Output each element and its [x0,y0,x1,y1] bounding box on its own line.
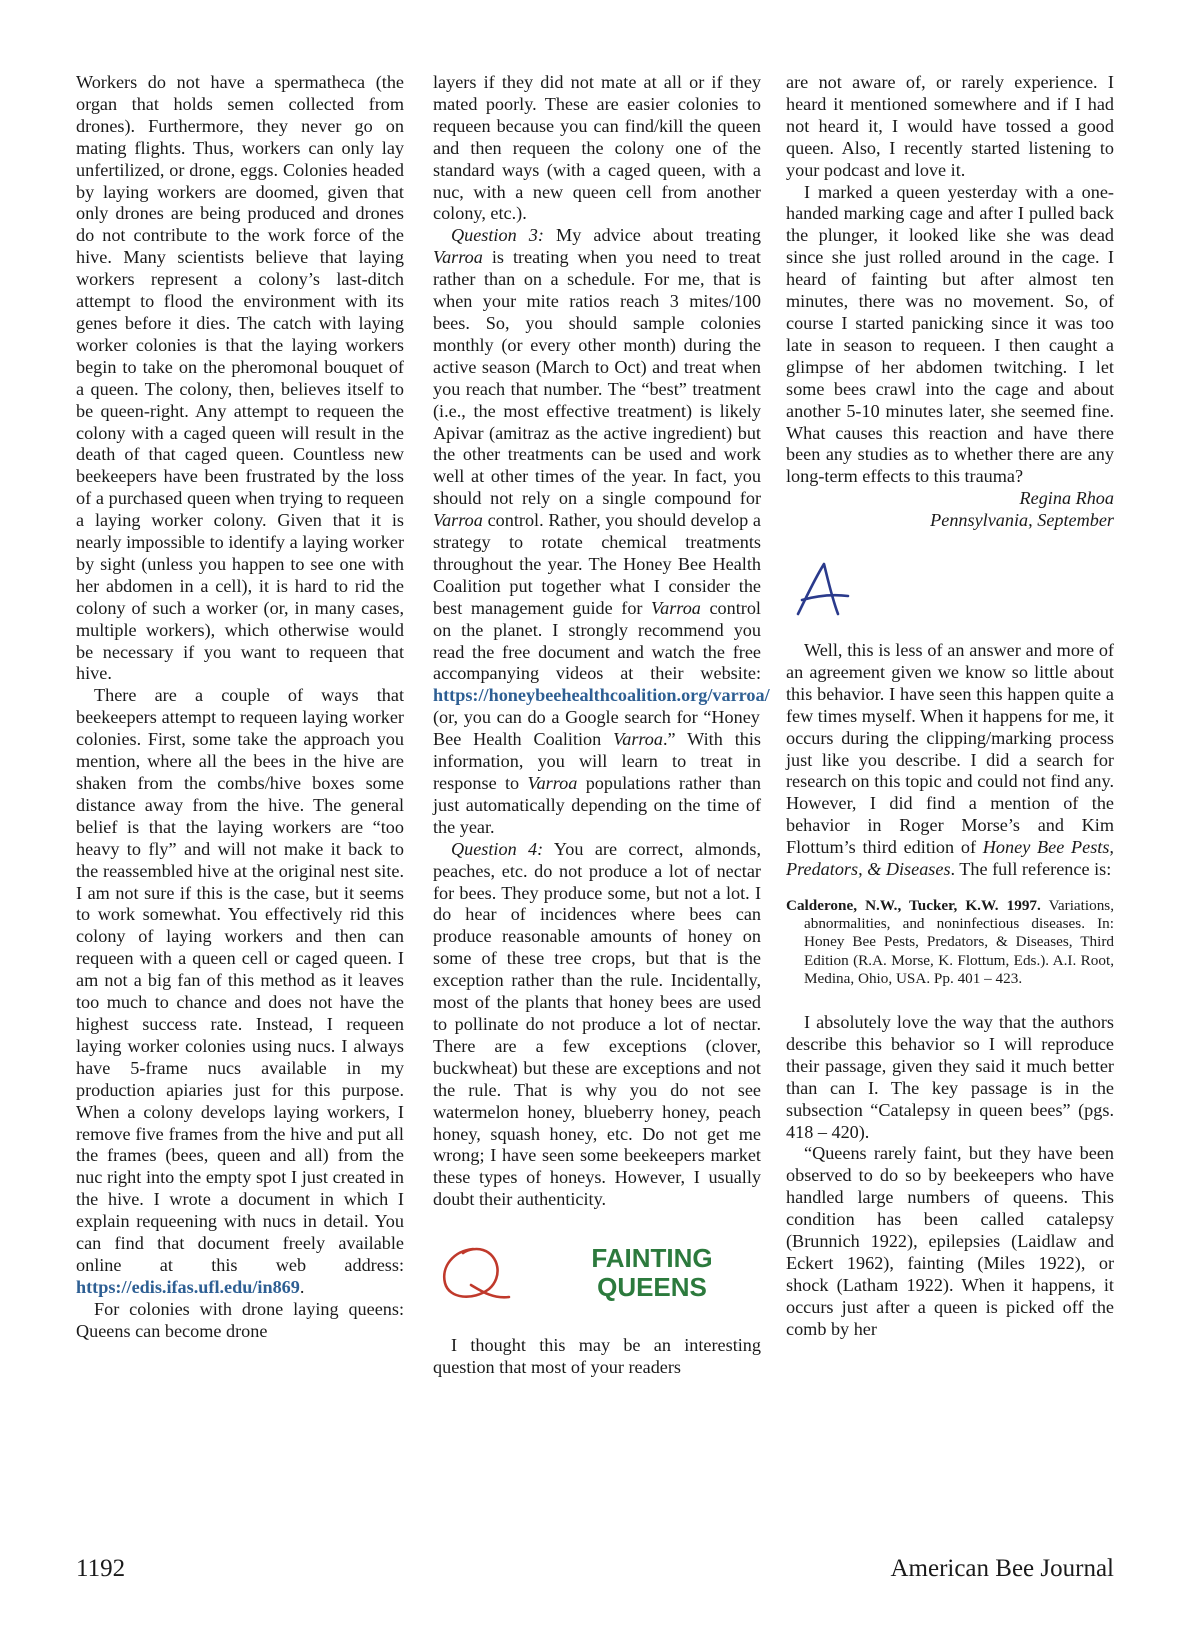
journal-title: American Bee Journal [890,1555,1114,1582]
hbhc-link[interactable]: https://honeybeehealthcoalition.org/varroa/ [433,685,770,706]
column-2 [433,72,770,1379]
paragraph: I absolutely love the way that the authors describe this behavior so I will reproduce their passage, given they said it much better than can I. The key passage is in the subsection “Catalepsy in queen bees” (pgs. 418 – 420). [786,1012,1114,1142]
paragraph-question-3: Question 3: My advice about treating Varroa is treating when you need to treat rather than on a schedule. For me, that is when your mite ratios reach 3 mites/100 bees. So, you should sample colonies monthly (or every other month) during the active season (March to Oct) and treat when you reach that number. The “best” treatment (i.e., the most effective treatment) is likely Apivar (amitraz as the active ingredient) but the other treatments can be used and work well at other times of the year. In fact, you should not rely on a single compound for Varroa control. Rather, you should develop a strategy to rotate chemical treatments throughout the year. The Honey Bee Health Coalition put together what I consider the best management guide for Varroa control on the planet. I strongly recommend you read the free document and watch the free accompanying videos at their website: https://honeybeehealthcoalition.org/varroa/ (or, you can do a Google search for “Honey Bee Health Coalition Varroa.” With this information, you will learn to treat in response to Varroa populations rather than just automatically depending on the time of the year. [433,225,770,837]
question-mark-icon [433,1241,543,1305]
paragraph: There are a couple of ways that beekeepers attempt to requeen laying worker colonies. First, some take the approach you mention, where all the bees in the hive are shaken from the combs/hive boxes some distance away from the hive. The general belief is that the laying workers are “too heavy to fly” and will not make it back to the reassembled hive at the original nest site. I am not sure if this is the case, but it seems to work somewhat. You effectively rid this colony of laying workers and then can requeen with a queen cell or caged queen. I am not a big fan of this method as it leaves too much to chance and does not have the highest success rate. Instead, I requeen laying worker colonies using nucs. I always have 5-frame nucs available in my production apiaries just for this purpose. When a colony develops laying workers, I remove five frames from the hive and put all the frames (bees, queen and all) from the nuc right into the empty spot I just created in the hive. I wrote a document in which I explain requeening with nucs in detail. You can find that document freely available online at this web address: https://edis.ifas.ufl.edu/in869. [76,685,404,1297]
signature: Regina Rhoa Pennsylvania, September [930,488,1114,531]
paragraph: layers if they did not mate at all or if they mated poorly. These are easier colonies to requeen because you can find/kill the queen and then requeen the colony one of the standard ways (with a caged queen, with a nuc, with a new queen cell from another colony, etc.). [433,72,761,224]
section-heading [433,1241,761,1305]
paragraph: I marked a queen yesterday with a one-handed marking cage and after I pulled back the plunger, it looked like she was dead since she just rolled around in the cage. I heard of fainting but after almost ten minutes, there was no movement. So, of course I started panicking since it was too late in season to requeen. I then caught a glimpse of her abdomen twitching. I let some bees crawl into the cage and about another 5-10 minutes later, she seemed fine. What causes this reaction and have there been any studies as to whether there are any long-term effects to this trauma? [786,181,1114,487]
paragraph: are not aware of, or rarely experience. I heard it mentioned somewhere and if I had not heard it, I would have tossed a good queen. Also, I recently started listening to your podcast and love it. [786,72,1114,180]
paragraph: For colonies with drone laying queens: Queens can become drone [76,1298,404,1341]
column-3 [786,72,1114,1341]
answer-mark-icon [792,560,862,620]
paragraph: I thought this may be an interesting question that most of your readers [433,1335,761,1378]
paragraph: Workers do not have a spermatheca (the organ that holds semen collected from drones). Furthermore, they never go on mating flights. Thus, workers can only lay unfertilized, or drone, eggs. Colonies headed by laying workers are doomed, given that only drones are being produced and drones do not contribute to the work force of the hive. Many scientists believe that laying workers represent a colony’s last-ditch attempt to flood the environment with its genes before it dies. The catch with laying worker colonies is that the laying workers begin to take on the pheromonal bouquet of a queen. The colony, then, believes itself to be queen-right. Any attempt to requeen the colony with a caged queen will result in the death of that caged queen. Countless new beekeepers have been frustrated by the loss of a purchased queen when trying to requeen a laying worker colony. Given that it is nearly impossible to identify a laying worker by sight (unless you happen to see one with her abdomen in a cell), it is hard to rid the colony of such a worker (or, in many cases, multiple workers), which otherwise would be necessary if you want to requeen that hive. [76,72,404,684]
paragraph-question-4: Question 4: You are correct, almonds, peaches, etc. do not produce a lot of nectar for bees. They produce some, but not a lot. I do hear of incidences where bees can produce reasonable amounts of honey on some of these tree crops, but that is the exception rather than the rule. Incidentally, most of the plants that honey bees are used to pollinate do not produce a lot of nectar. There are a few exceptions (clover, buckwheat) but these are exceptions and not the rule. That is why you do not see watermelon honey, blueberry honey, peach honey, squash honey, etc. Do not get me wrong; I have seen some beekeepers market these types of honeys. However, I usually doubt their authenticity. [433,838,761,1210]
column-1 [76,72,404,1343]
reference: Calderone, N.W., Tucker, K.W. 1997. Variations, abnormalities, and noninfectious diseases. In: Honey Bee Pests, Predators, & Diseases, Third Edition (R.A. Morse, K. Flottum, Eds.). A.I. Root, Medina, Ohio, USA. Pp. 401 – 423. [786,897,1115,987]
edis-link[interactable]: https://edis.ifas.ufl.edu/in869 [76,1276,300,1297]
paragraph: Well, this is less of an answer and more of an agreement given we know so little about this behavior. I have seen this happen quite a few times myself. When it happens for me, it occurs during the clipping/marking process just like you describe. I did a search for research on this topic and could not find any. However, I did find a mention of the behavior in Roger Morse’s and Kim Flottum’s third edition of Honey Bee Pests, Predators, & Diseases. The full reference is: [786,640,1114,880]
heading-title: FAINTING QUEENS [591,1243,713,1303]
page-number: 1192 [76,1555,126,1582]
paragraph: “Queens rarely faint, but they have been observed to do so by beekeepers who have handled large numbers of queens. This condition has been called catalepsy (Brunnich 1922), epilepsies (Laidlaw and Eckert 1962), fainting (Miles 1922), or shock (Latham 1922). When it happens, it occurs just after a queen is picked off the comb by her [786,1143,1114,1339]
